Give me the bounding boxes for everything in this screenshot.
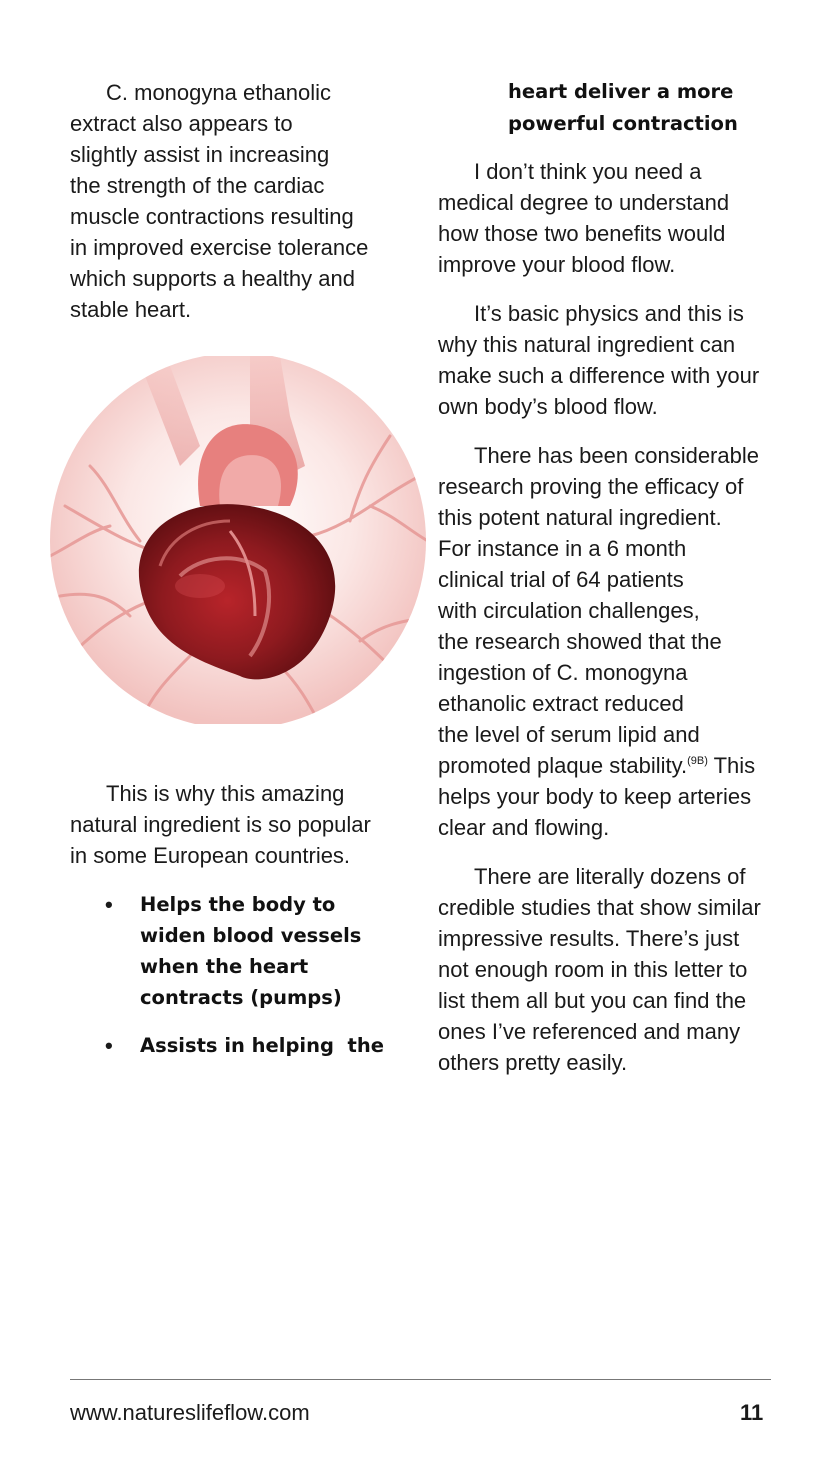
bullet-text-line: heart deliver a more (508, 80, 734, 103)
page-number: 11 (740, 1400, 764, 1425)
text-fragment: promoted plaque stability. (438, 753, 688, 778)
text-line: ethanolic extract reduced (438, 691, 684, 716)
text-line: own body’s blood flow. (438, 394, 658, 419)
bullet-marker: • (105, 892, 113, 917)
text-line: credible studies that show similar (438, 895, 761, 920)
text-line: This is why this amazing (106, 781, 345, 806)
text-line: the research showed that the (438, 629, 722, 654)
text-line: ingestion of C. monogyna (438, 660, 688, 685)
text-line: medical degree to understand (438, 190, 730, 215)
text-line: clear and flowing. (438, 815, 610, 840)
text-line: I don’t think you need a (474, 159, 702, 184)
bullet-text-line: contracts (pumps) (140, 986, 342, 1009)
footer-divider (70, 1379, 771, 1380)
text-line: clinical trial of 64 patients (438, 567, 684, 592)
bullet-text-line: Helps the body to (140, 893, 336, 916)
text-line: in improved exercise tolerance (70, 235, 369, 260)
text-line: ones I’ve referenced and many (438, 1019, 741, 1044)
text-line: not enough room in this letter to (438, 957, 748, 982)
text-line: There has been considerable (474, 443, 759, 468)
text-line: muscle contractions resulting (70, 204, 354, 229)
text-line: slightly assist in increasing (70, 142, 330, 167)
text-line: helps your body to keep arteries (438, 784, 752, 809)
bullet-text-line: widen blood vessels (140, 924, 362, 947)
text-line: It’s basic physics and this is (474, 301, 744, 326)
text-line: which supports a healthy and (70, 266, 355, 291)
bullet-text-line: Assists in helping the (140, 1034, 384, 1057)
text-line: stable heart. (70, 297, 192, 322)
text-line: For instance in a 6 month (438, 536, 687, 561)
text-line: research proving the efficacy of (438, 474, 744, 499)
text-line: There are literally dozens of (474, 864, 746, 889)
text-line: natural ingredient is so popular (70, 812, 371, 837)
text-line: extract also appears to (70, 111, 293, 136)
text-line: C. monogyna ethanolic (106, 80, 332, 105)
text-line: why this natural ingredient can (438, 332, 736, 357)
text-line: with circulation challenges, (438, 598, 700, 623)
text-line: impressive results. There’s just (438, 926, 740, 951)
text-line: others pretty easily. (438, 1050, 628, 1075)
footer-url[interactable]: www.natureslifeflow.com (70, 1400, 310, 1425)
text-line: how those two benefits would (438, 221, 726, 246)
bullet-text-line: powerful contraction (508, 112, 738, 135)
text-line: list them all but you can find the (438, 988, 747, 1013)
text-line: improve your blood flow. (438, 252, 676, 277)
text-line: the strength of the cardiac (70, 173, 325, 198)
text-line: this potent natural ingredient. (438, 505, 722, 530)
text-line: the level of serum lipid and (438, 722, 700, 747)
heart-illustration (50, 356, 428, 724)
text-line (438, 750, 755, 781)
citation-marker: (9B) (687, 755, 708, 767)
text-fragment: This (707, 753, 756, 778)
bullet-text-line: when the heart (140, 955, 309, 978)
text-line: make such a difference with your (438, 363, 760, 388)
text-line: in some European countries. (70, 843, 351, 868)
bullet-marker: • (105, 1033, 113, 1058)
